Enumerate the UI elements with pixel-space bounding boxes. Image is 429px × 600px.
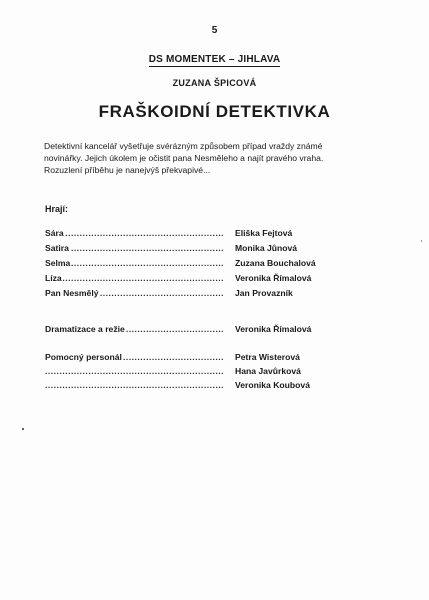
- role-name: Pan Nesmělý: [45, 288, 99, 298]
- role-name: Sára: [45, 228, 64, 238]
- role-name: Pomocný personál: [45, 352, 122, 362]
- actor-name: Veronika Římalová: [235, 273, 312, 283]
- role-name: Selma: [45, 258, 71, 268]
- cast-row: [45, 272, 385, 285]
- direction-row: [45, 323, 385, 336]
- cast-row: [45, 227, 385, 240]
- scan-speck: [22, 428, 24, 430]
- play-title: FRAŠKOIDNÍ DETEKTIVKA: [98, 102, 331, 121]
- author-name: ZUZANA ŠPICOVÁ: [172, 78, 257, 88]
- staff-row: [45, 351, 385, 364]
- page-number: 5: [211, 25, 218, 36]
- synopsis: [44, 140, 384, 176]
- actor-name: Jan Provazník: [235, 288, 293, 298]
- actor-name: Eliška Fejtová: [235, 228, 293, 238]
- actor-name: Petra Wisterová: [235, 352, 300, 362]
- ensemble-name: [0, 54, 429, 65]
- leader-dots: [45, 257, 224, 270]
- role-name: Líza: [45, 273, 62, 283]
- staff-row: [45, 379, 385, 392]
- ensemble-name-text: DS MOMENTEK – JIHLAVA: [148, 54, 281, 65]
- leader-dots: [45, 242, 224, 255]
- scan-speck: [421, 240, 422, 242]
- actor-name: Veronika Římalová: [235, 324, 312, 334]
- synopsis-line: Rozuzlení příběhu je nanejvýš překvapivé...: [44, 165, 211, 175]
- staff-row: [45, 365, 385, 378]
- leader-dots: [45, 379, 224, 392]
- cast-row: [45, 287, 385, 300]
- actor-name: Veronika Koubová: [235, 380, 310, 390]
- cast-heading: Hrají:: [45, 204, 69, 214]
- role-name: Dramatizace a režie: [45, 324, 125, 334]
- actor-name: Zuzana Bouchalová: [235, 258, 316, 268]
- synopsis-line: Detektivní kancelář vyšetřuje svérázným způsobem případ vraždy známé: [44, 141, 323, 151]
- synopsis-line: novinářky. Jejich úkolem je očistit pana Nesměleho a najít pravého vraha.: [44, 153, 324, 163]
- cast-row: [45, 257, 385, 270]
- leader-dots: [45, 227, 224, 240]
- actor-name: Hana Javůrková: [235, 366, 301, 376]
- leader-dots: [45, 272, 224, 285]
- actor-name: Monika Jůnová: [235, 243, 298, 253]
- leader-dots: [45, 365, 224, 378]
- role-name: Satira: [45, 243, 69, 253]
- cast-row: [45, 242, 385, 255]
